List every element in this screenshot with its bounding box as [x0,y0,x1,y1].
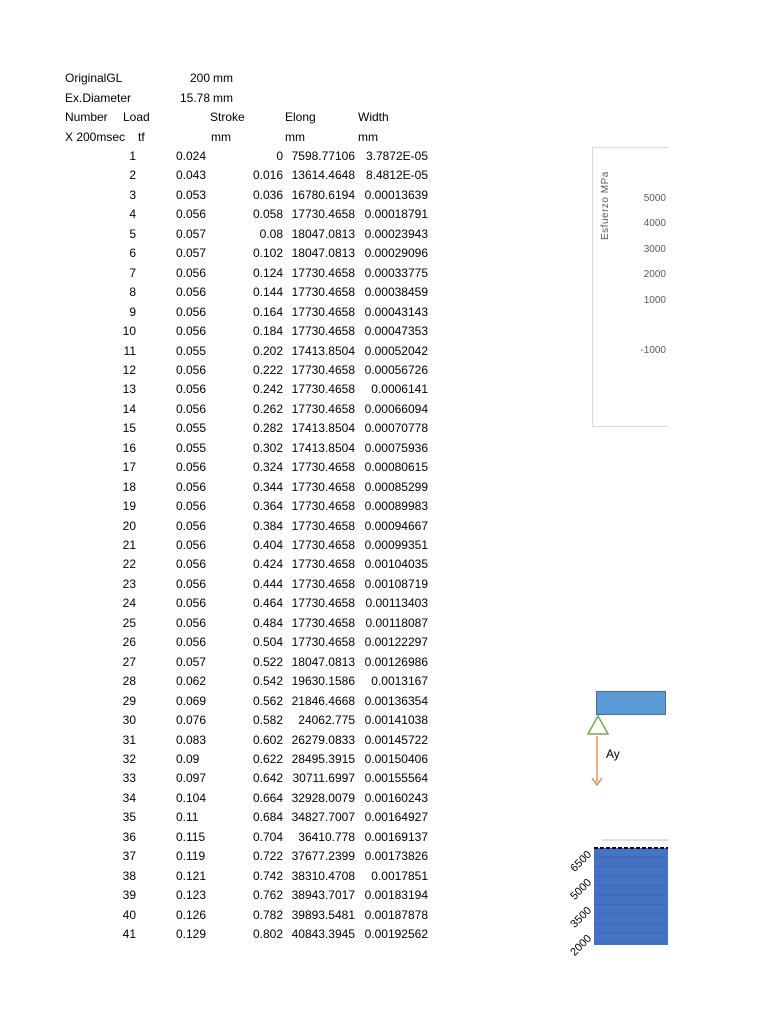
load-cell[interactable]: 0.056 [176,207,207,222]
elong-cell[interactable]: 30711.6997 [292,771,355,786]
number-cell[interactable]: 14 [122,401,136,416]
stroke-cell[interactable]: 0.364 [252,499,283,514]
width-cell[interactable]: 0.00150406 [364,751,428,766]
number-cell[interactable]: 21 [122,538,136,552]
width-cell[interactable]: 3.7872E-05 [365,149,428,163]
stroke-cell[interactable]: 0.016 [252,168,283,183]
stress-axis-tick-label: 5000 [643,193,666,204]
original-gl-unit[interactable]: mm [213,71,233,85]
number-cell[interactable]: 6 [129,246,136,261]
column-unit-width[interactable]: mm [358,130,378,144]
elong-cell[interactable]: 17730.4658 [291,362,355,377]
number-cell[interactable]: 31 [122,732,136,747]
width-cell[interactable]: 0.00187878 [364,907,428,922]
number-cell[interactable]: 23 [122,576,136,591]
number-cell[interactable]: 5 [129,226,136,241]
stroke-cell[interactable]: 0.164 [252,304,283,319]
width-cell[interactable]: 0.00183194 [364,888,428,903]
stroke-cell[interactable]: 0.802 [252,927,283,941]
load-cell[interactable]: 0.056 [176,362,207,377]
elong-cell[interactable]: 36410.778 [298,829,355,844]
elong-cell[interactable]: 17730.4658 [291,285,355,300]
number-cell[interactable]: 27 [122,654,136,669]
load-cell[interactable]: 0.056 [176,285,207,300]
number-cell[interactable]: 18 [122,479,136,494]
stress-axis-label: Esfuerzo MPa [600,171,611,240]
load-cell[interactable]: 0.056 [176,635,207,650]
load-cell[interactable]: 0.056 [176,401,207,416]
number-cell[interactable]: 4 [129,207,136,222]
width-cell[interactable]: 0.00018791 [364,207,428,222]
stress-axis-tick-label: 1000 [643,295,666,306]
stroke-cell[interactable]: 0.384 [252,518,283,533]
number-cell[interactable]: 41 [122,927,136,941]
stroke-cell[interactable]: 0.424 [252,557,283,572]
stress-axis-tick-label: -1000 [640,345,666,356]
width-cell[interactable]: 0.00013639 [364,187,428,202]
load-cell[interactable]: 0.057 [176,654,207,669]
width-cell[interactable]: 0.00038459 [364,285,428,300]
stroke-cell[interactable]: 0.058 [252,207,283,222]
number-cell[interactable]: 26 [122,635,136,650]
elong-cell[interactable]: 17730.4658 [291,596,355,611]
number-cell[interactable]: 10 [122,324,136,339]
load-cell[interactable]: 0.055 [176,343,207,358]
chart-bar [594,848,668,945]
number-cell[interactable]: 19 [122,499,136,514]
column-header-elong[interactable]: Elong [285,110,316,124]
width-cell[interactable]: 0.00108719 [364,576,428,591]
bar-axis-tick-label: 3500 [568,904,595,931]
width-cell[interactable]: 0.00160243 [364,790,428,805]
column-unit-load[interactable]: tf [138,130,145,144]
bar-axis-tick-label: 5000 [568,876,595,903]
number-cell[interactable]: 20 [122,518,136,533]
elong-cell[interactable]: 17730.4658 [291,460,355,475]
elong-cell[interactable]: 28495.3915 [291,751,355,766]
stroke-cell[interactable]: 0.102 [252,246,283,261]
load-cell[interactable]: 0.056 [176,265,207,280]
elong-cell[interactable]: 17730.4658 [291,304,355,319]
load-cell[interactable]: 0.119 [176,849,206,864]
width-cell[interactable]: 0.00104035 [364,557,428,572]
load-cell[interactable]: 0.055 [176,421,207,436]
column-subheader-number[interactable]: X 200msec [65,130,126,144]
width-cell[interactable]: 0.00145722 [364,732,428,747]
ex-diameter-unit[interactable]: mm [213,91,233,105]
elong-cell[interactable]: 17730.4658 [291,538,355,552]
number-cell[interactable]: 17 [122,460,136,475]
stroke-cell[interactable]: 0.08 [259,226,283,241]
width-cell[interactable]: 0.00066094 [364,401,428,416]
width-cell[interactable]: 0.0006141 [371,382,428,397]
stroke-cell[interactable]: 0.464 [252,596,283,611]
number-cell[interactable]: 25 [122,615,136,630]
width-cell[interactable]: 0.00192562 [364,927,428,941]
elong-cell[interactable]: 21846.4668 [291,693,355,708]
elong-cell[interactable]: 17730.4658 [291,382,355,397]
stroke-cell[interactable]: 0.282 [252,421,283,436]
load-cell[interactable]: 0.121 [176,868,207,883]
number-cell[interactable]: 2 [129,168,136,183]
width-cell[interactable]: 0.00118087 [365,615,428,630]
stroke-cell[interactable]: 0.242 [252,382,283,397]
stroke-cell[interactable]: 0.642 [252,771,283,786]
stroke-cell[interactable]: 0.324 [252,460,283,475]
stroke-cell[interactable]: 0.742 [252,868,283,883]
width-cell[interactable]: 0.00164927 [364,810,428,825]
load-cell[interactable]: 0.055 [176,440,207,455]
number-cell[interactable]: 37 [122,849,136,864]
ex-diameter-label[interactable]: Ex.Diameter [65,91,132,105]
load-cell[interactable]: 0.09 [176,751,200,766]
load-cell[interactable]: 0.062 [176,674,207,689]
stroke-cell[interactable]: 0.504 [252,635,283,650]
load-cell[interactable]: 0.056 [176,382,207,397]
load-cell[interactable]: 0.056 [176,538,207,552]
elong-cell[interactable]: 17730.4658 [291,635,355,650]
stroke-cell[interactable]: 0.582 [252,713,283,728]
load-cell[interactable]: 0.053 [176,187,207,202]
load-cell[interactable]: 0.056 [176,518,207,533]
number-cell[interactable]: 12 [122,362,136,377]
load-cell[interactable]: 0.056 [176,557,207,572]
load-cell[interactable]: 0.056 [176,576,207,591]
elong-cell[interactable]: 17730.4658 [291,324,355,339]
bar-chart-svg [560,835,668,959]
reaction-label: Ay [606,747,620,761]
stroke-cell[interactable]: 0.222 [252,362,283,377]
width-cell[interactable]: 0.00094667 [364,518,428,533]
stroke-cell[interactable]: 0.444 [252,576,283,591]
elong-cell[interactable]: 17730.4658 [291,518,355,533]
elong-cell[interactable]: 17730.4658 [291,557,355,572]
elong-cell[interactable]: 17413.8504 [291,421,355,436]
stroke-cell[interactable]: 0.484 [252,615,283,630]
width-cell[interactable]: 0.00155564 [364,771,428,786]
stroke-cell[interactable]: 0.124 [252,265,283,280]
width-cell[interactable]: 0.00056726 [364,362,428,377]
stress-axis-tick-label: 3000 [643,244,666,255]
column-header-width[interactable]: Width [358,110,389,124]
number-cell[interactable]: 7 [129,265,136,280]
stroke-cell[interactable]: 0.602 [252,732,283,747]
stroke-cell[interactable]: 0.262 [252,401,283,416]
bar-chart-fragment[interactable] [560,835,668,959]
number-cell[interactable]: 32 [122,751,136,766]
load-cell[interactable]: 0.056 [176,479,207,494]
elong-cell[interactable]: 17730.4658 [291,499,355,514]
stroke-cell[interactable]: 0.144 [252,285,283,300]
width-cell[interactable]: 0.00169137 [364,829,428,844]
bar-axis-tick-label: 2000 [568,932,595,959]
number-cell[interactable]: 9 [129,304,136,319]
width-cell[interactable]: 0.00141038 [364,713,428,728]
elong-cell[interactable]: 24062.775 [298,713,355,728]
load-cell[interactable]: 0.104 [176,790,207,805]
stroke-cell[interactable]: 0.522 [252,654,283,669]
elong-cell[interactable]: 17730.4658 [291,479,355,494]
elong-cell[interactable]: 18047.0813 [291,226,355,241]
width-cell[interactable]: 0.00023943 [364,226,428,241]
load-cell[interactable]: 0.097 [176,771,207,786]
stroke-cell[interactable]: 0.344 [252,479,283,494]
elong-cell[interactable]: 13614.4648 [291,168,355,183]
elong-cell[interactable]: 17413.8504 [291,440,355,455]
number-cell[interactable]: 30 [122,713,136,728]
bar-axis-tick-label: 6500 [568,848,595,875]
stroke-cell[interactable]: 0.542 [252,674,283,689]
elong-cell[interactable]: 19630.1586 [291,674,355,689]
load-cell[interactable]: 0.123 [176,888,207,903]
load-cell[interactable]: 0.056 [176,460,207,475]
width-cell[interactable]: 0.00033775 [364,265,428,280]
number-cell[interactable]: 40 [122,907,136,922]
width-cell[interactable]: 0.00080615 [364,460,428,475]
stroke-cell[interactable]: 0.722 [252,849,283,864]
column-unit-elong[interactable]: mm [285,130,305,144]
width-cell[interactable]: 0.00052042 [364,343,428,358]
number-cell[interactable]: 29 [122,693,136,708]
load-cell[interactable]: 0.043 [176,168,207,183]
load-cell[interactable]: 0.129 [176,927,207,941]
width-cell[interactable]: 0.0017851 [371,868,428,883]
number-cell[interactable]: 28 [122,674,136,689]
stroke-cell[interactable]: 0.664 [252,790,283,805]
stroke-cell[interactable]: 0 [276,149,283,163]
elong-cell[interactable]: 17730.4658 [291,615,355,630]
load-cell[interactable]: 0.056 [176,304,207,319]
width-cell[interactable]: 0.00113403 [365,596,428,611]
elong-cell[interactable]: 38943.7017 [291,888,355,903]
width-cell[interactable]: 0.00089983 [364,499,428,514]
stroke-cell[interactable]: 0.782 [252,907,283,922]
number-cell[interactable]: 13 [122,382,136,397]
stroke-cell[interactable]: 0.404 [252,538,283,552]
elong-cell[interactable]: 40843.3945 [291,927,355,941]
width-cell[interactable]: 0.00047353 [364,324,428,339]
stroke-cell[interactable]: 0.302 [252,440,283,455]
width-cell[interactable]: 0.00070778 [364,421,428,436]
width-cell[interactable]: 0.0013167 [371,674,428,689]
number-cell[interactable]: 3 [129,187,136,202]
load-cell[interactable]: 0.11 [176,810,199,825]
column-header-load[interactable]: Load [123,110,150,124]
stroke-cell[interactable]: 0.704 [252,829,283,844]
load-cell[interactable]: 0.056 [176,596,207,611]
width-cell[interactable]: 0.00126986 [364,654,428,669]
number-cell[interactable]: 33 [122,771,136,786]
load-cell[interactable]: 0.056 [176,615,207,630]
number-cell[interactable]: 1 [129,149,136,163]
number-cell[interactable]: 34 [122,790,136,805]
column-header-stroke[interactable]: Stroke [210,110,245,124]
number-cell[interactable]: 8 [129,285,136,300]
elong-cell[interactable]: 34827.7007 [291,810,355,825]
number-cell[interactable]: 15 [122,421,136,436]
stress-axis-tick-label: 2000 [643,269,666,280]
number-cell[interactable]: 39 [122,888,136,903]
stroke-cell[interactable]: 0.562 [252,693,283,708]
stress-axis-tick-label: 4000 [643,218,666,229]
original-gl-label[interactable]: OriginalGL [65,71,123,85]
elong-cell[interactable]: 38310.4708 [291,868,355,883]
original-gl-value[interactable]: 200 [189,71,210,85]
stroke-cell[interactable]: 0.202 [252,343,283,358]
load-cell[interactable]: 0.083 [176,732,207,747]
number-cell[interactable]: 16 [122,440,136,455]
elong-cell[interactable]: 7598.77106 [291,149,355,163]
stroke-cell[interactable]: 0.184 [252,324,283,339]
load-cell[interactable]: 0.115 [176,829,206,844]
number-cell[interactable]: 35 [122,810,136,825]
elong-cell[interactable]: 18047.0813 [291,654,355,669]
elong-cell[interactable]: 18047.0813 [291,246,355,261]
stroke-cell[interactable]: 0.622 [252,751,283,766]
width-cell[interactable]: 0.00075936 [364,440,428,455]
elong-cell[interactable]: 37677.2399 [291,849,355,864]
beam-rectangle [596,691,666,715]
elong-cell[interactable]: 17730.4658 [291,265,355,280]
elong-cell[interactable]: 16780.6194 [291,187,355,202]
width-cell[interactable]: 0.00122297 [364,635,428,650]
stroke-cell[interactable]: 0.684 [252,810,283,825]
stroke-cell[interactable]: 0.036 [252,187,283,202]
number-cell[interactable]: 36 [122,829,136,844]
elong-cell[interactable]: 17730.4658 [291,576,355,591]
width-cell[interactable]: 0.00085299 [364,479,428,494]
number-cell[interactable]: 11 [123,343,136,358]
elong-cell[interactable]: 32928.0079 [291,790,355,805]
elong-cell[interactable]: 17730.4658 [291,401,355,416]
width-cell[interactable]: 0.00043143 [364,304,428,319]
load-cell[interactable]: 0.076 [176,713,207,728]
load-cell[interactable]: 0.057 [176,226,207,241]
column-header-number[interactable]: Number [65,110,108,124]
number-cell[interactable]: 38 [122,868,136,883]
column-unit-stroke[interactable]: mm [211,130,231,144]
stroke-cell[interactable]: 0.762 [252,888,283,903]
width-cell[interactable]: 0.00173826 [364,849,428,864]
width-cell[interactable]: 8.4812E-05 [365,168,428,183]
load-cell[interactable]: 0.056 [176,324,207,339]
pin-support-icon [588,716,608,734]
elong-cell[interactable]: 39893.5481 [291,907,355,922]
number-cell[interactable]: 22 [122,557,136,572]
width-cell[interactable]: 0.00029096 [364,246,428,261]
load-cell[interactable]: 0.057 [176,246,207,261]
ex-diameter-value[interactable]: 15.78 [179,91,210,105]
load-cell[interactable]: 0.069 [176,693,207,708]
load-cell[interactable]: 0.126 [176,907,207,922]
load-cell[interactable]: 0.024 [176,149,207,163]
elong-cell[interactable]: 26279.0833 [291,732,355,747]
load-cell[interactable]: 0.056 [176,499,207,514]
number-cell[interactable]: 24 [122,596,136,611]
elong-cell[interactable]: 17730.4658 [291,207,355,222]
width-cell[interactable]: 0.00099351 [364,538,428,552]
width-cell[interactable]: 0.00136354 [364,693,428,708]
elong-cell[interactable]: 17413.8504 [291,343,355,358]
